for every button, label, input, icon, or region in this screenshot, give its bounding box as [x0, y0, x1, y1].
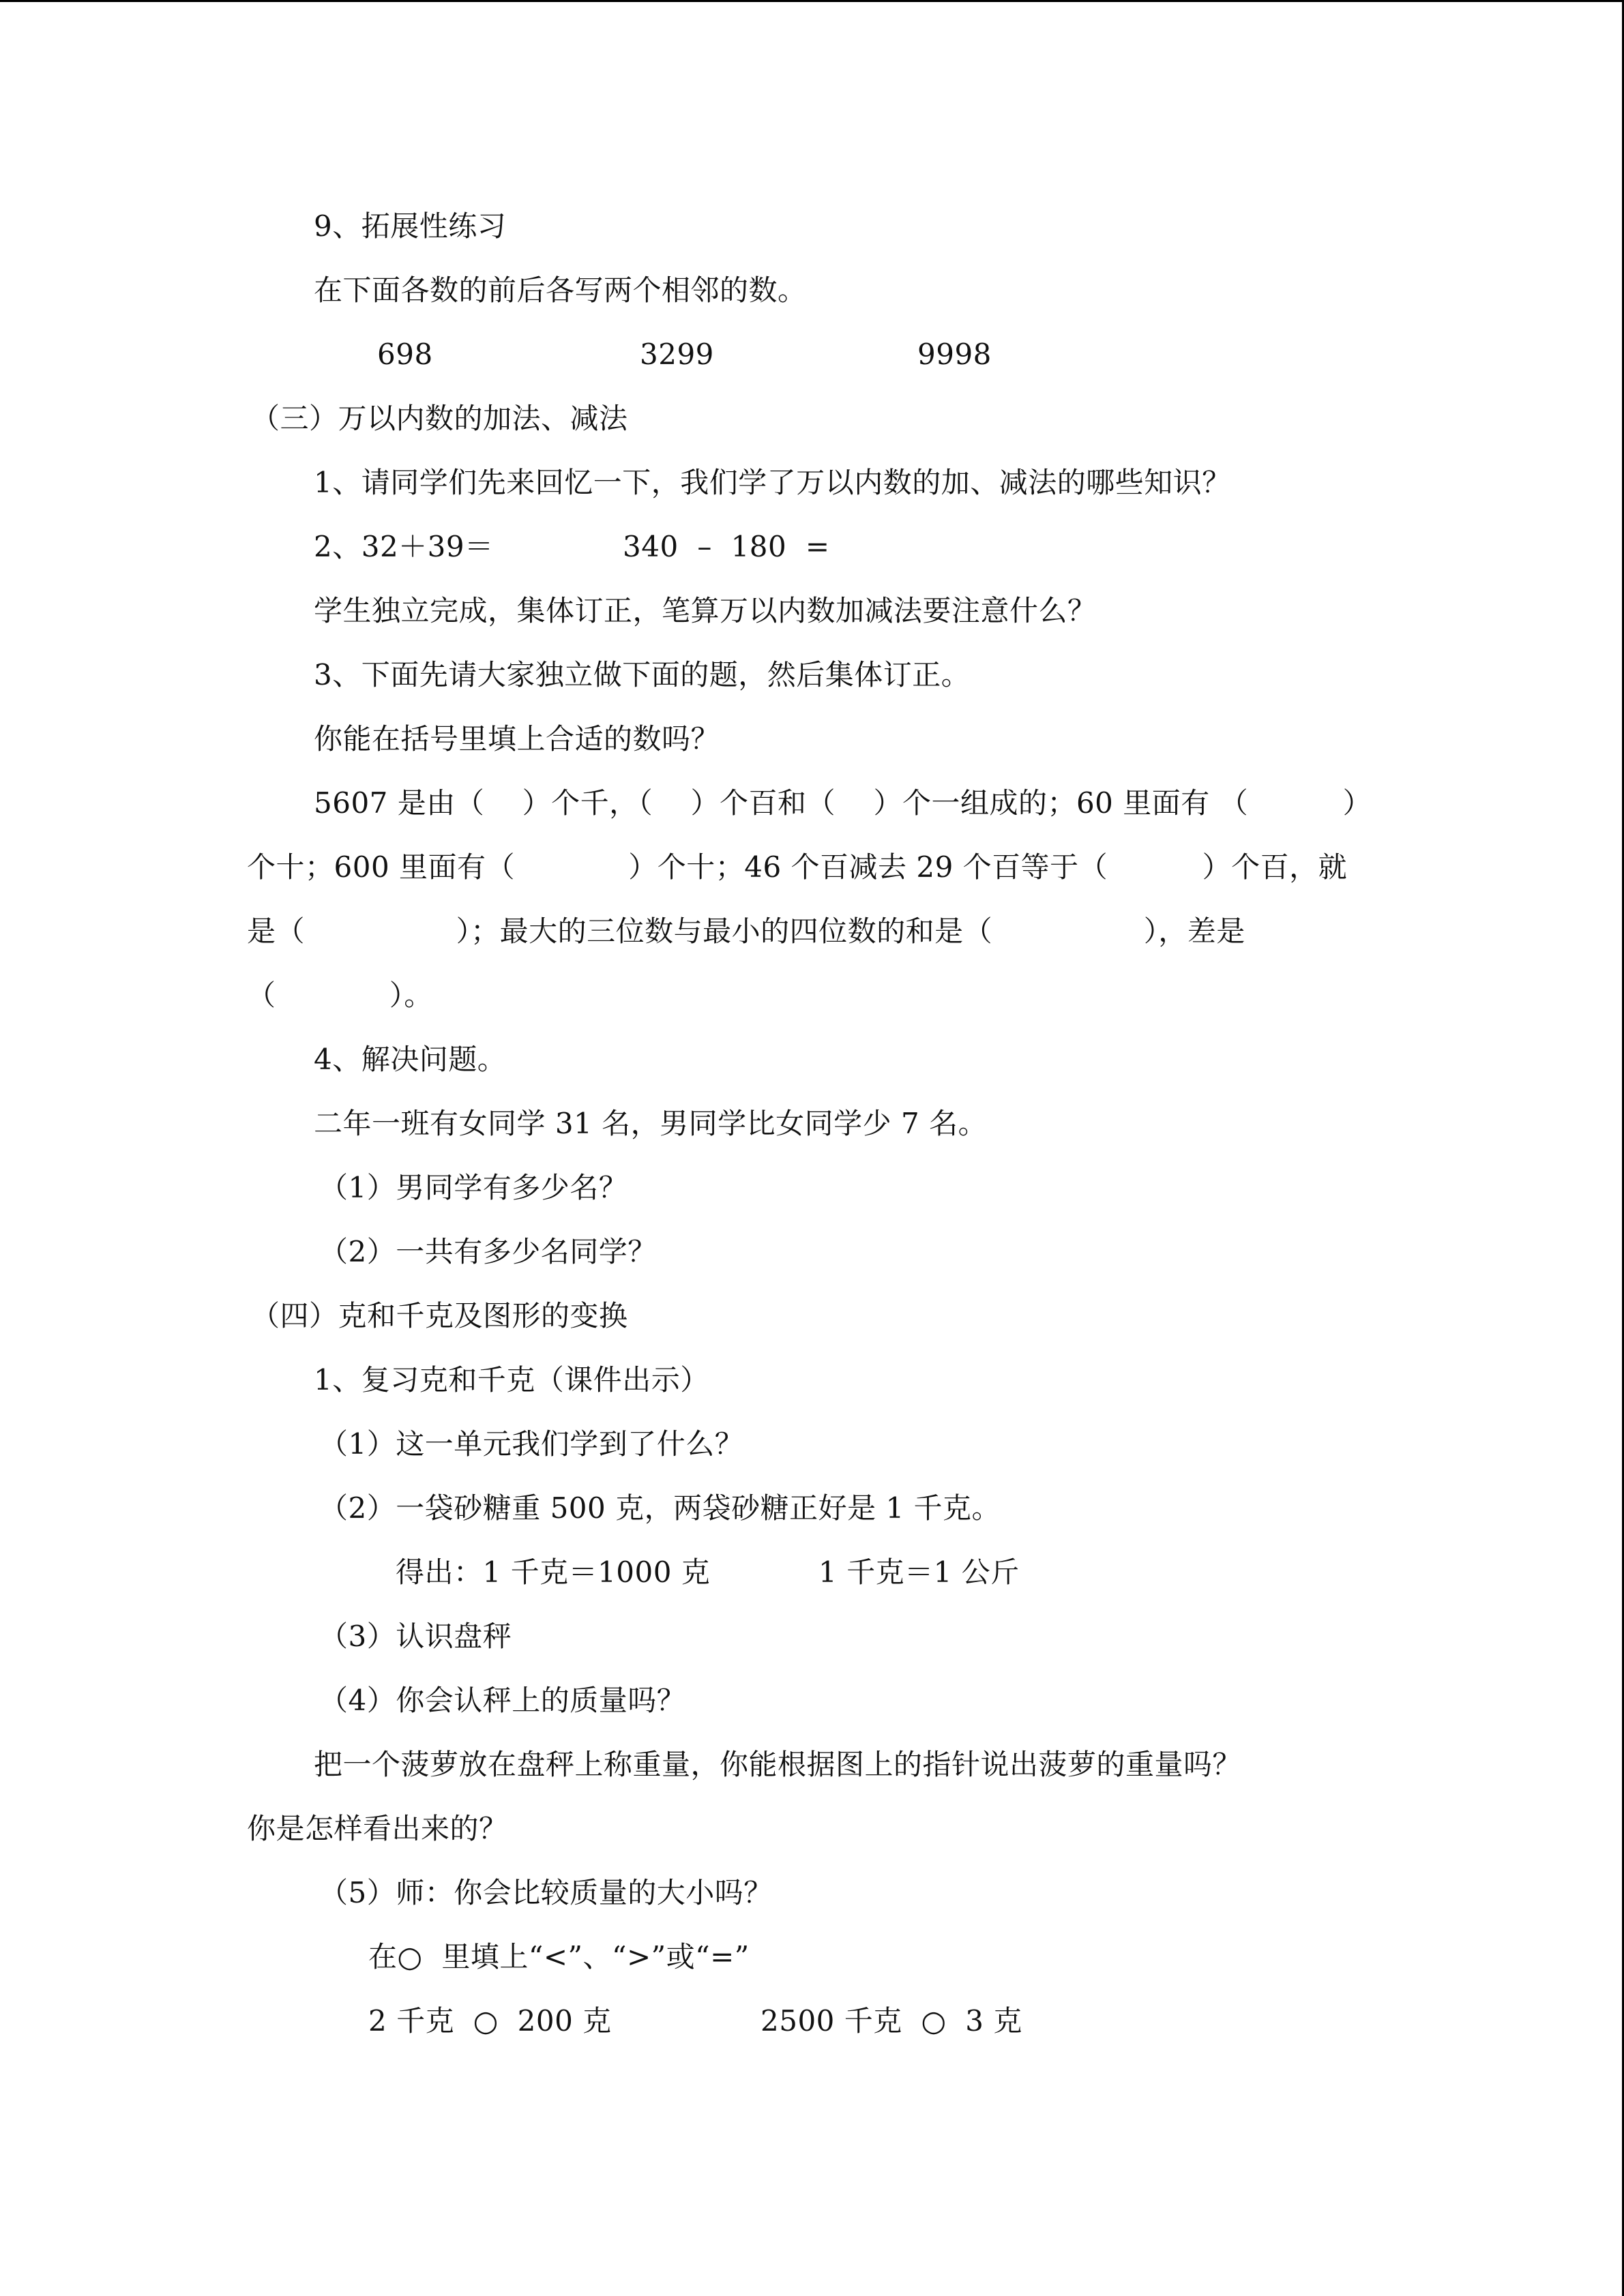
conclusion-1000-grams: 得出：1 千克＝1000 克: [396, 1555, 711, 1589]
review-question-1: （1）这一单元我们学到了什么？: [319, 1427, 744, 1461]
pineapple-question: 把一个菠萝放在盘秤上称重量，你能根据图上的指针说出菠萝的重量吗？: [314, 1748, 1242, 1781]
conclusion-1-gongjin: 1 千克＝1 公斤: [818, 1555, 1020, 1589]
pineapple-question-cont: 你是怎样看出来的？: [247, 1812, 508, 1845]
number-698: 698: [377, 338, 433, 371]
instruction-independent-work: 学生独立完成，集体订正，笔算万以内数加减法要注意什么？: [314, 594, 1097, 627]
problem-question-2: （2）一共有多少名同学？: [319, 1235, 657, 1268]
instruction-adjacent-numbers: 在下面各数的前后各写两个相邻的数。: [314, 273, 807, 307]
review-question-5: （5）师：你会比较质量的大小吗？: [319, 1876, 773, 1909]
expression-32-plus-39: 2、32＋39＝: [314, 530, 494, 563]
expression-340-minus-180: 340 – 180 =: [623, 530, 830, 563]
heading-extension-exercise: 9、拓展性练习: [314, 209, 507, 243]
fill-blank-line-1: 5607 是由（ ）个千，（ ）个百和（ ）个一组成的；60 里面有 （ ）: [314, 786, 1372, 820]
review-question-2: （2）一袋砂糖重 500 克，两袋砂糖正好是 1 千克。: [319, 1491, 1001, 1525]
number-3299: 3299: [640, 338, 714, 371]
section-heading-grams-kilograms: （四）克和千克及图形的变换: [251, 1299, 628, 1332]
problem-statement: 二年一班有女同学 31 名，男同学比女同学少 7 名。: [314, 1107, 988, 1140]
fill-blank-line-2: 个十；600 里面有（ ）个十；46 个百减去 29 个百等于（ ）个百，就: [247, 850, 1348, 884]
compare-item-1: 2 千克 ○ 200 克: [368, 2004, 612, 2038]
fill-blank-line-4: （ ）。: [247, 979, 433, 1012]
review-grams-kilograms: 1、复习克和千克（课件出示）: [314, 1363, 709, 1397]
page-top-border: [0, 0, 1624, 2]
instruction-item-3: 3、下面先请大家独立做下面的题，然后集体订正。: [314, 658, 971, 691]
number-9998: 9998: [917, 338, 992, 371]
fill-blank-line-3: 是（ ）；最大的三位数与最小的四位数的和是（ ），差是: [247, 914, 1245, 948]
section-heading-add-subtract: （三）万以内数的加法、减法: [251, 402, 628, 435]
instruction-fill-brackets: 你能在括号里填上合适的数吗？: [314, 722, 720, 756]
problem-question-1: （1）男同学有多少名？: [319, 1171, 628, 1204]
review-question-3: （3）认识盘秤: [319, 1620, 512, 1653]
question-recall: 1、请同学们先来回忆一下，我们学了万以内数的加、减法的哪些知识？: [314, 466, 1231, 499]
compare-item-2: 2500 千克 ○ 3 克: [761, 2004, 1022, 2038]
compare-instruction: 在○ 里填上“<”、“>”或“=”: [368, 1940, 750, 1973]
heading-problem-solving: 4、解决问题。: [314, 1043, 507, 1076]
review-question-4: （4）你会认秤上的质量吗？: [319, 1684, 686, 1717]
